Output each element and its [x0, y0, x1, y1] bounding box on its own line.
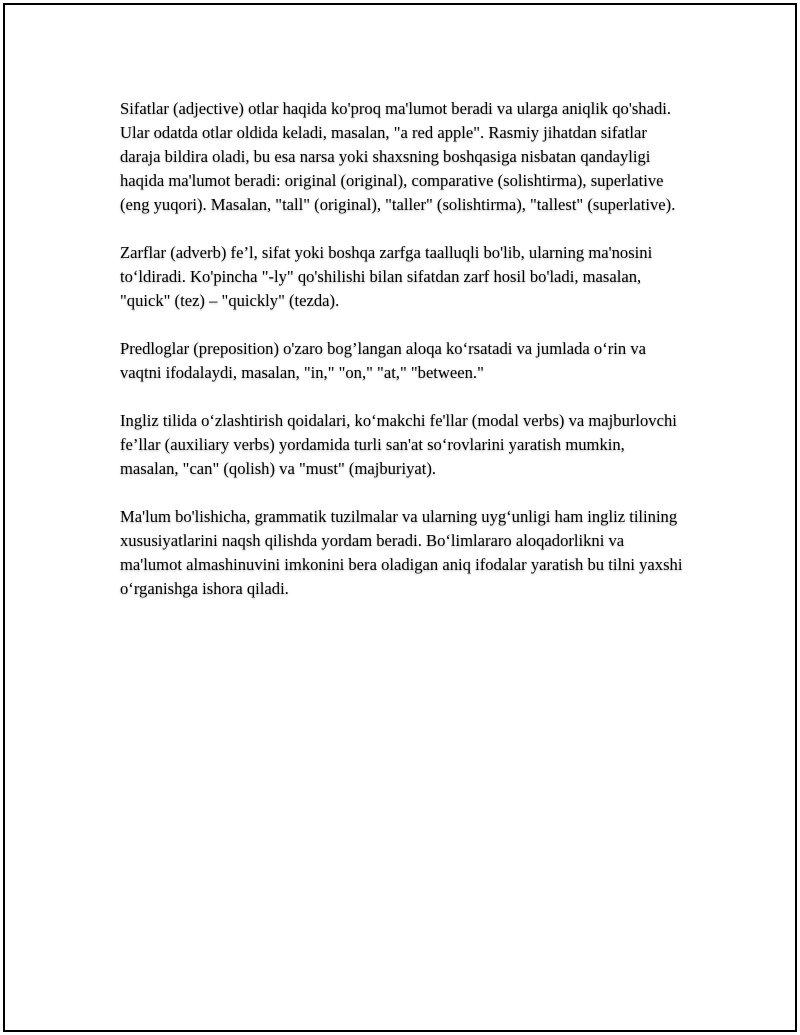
paragraph-adjectives: Sifatlar (adjective) otlar haqida ko'proq ma'lumot beradi va ularga aniqlik qo'shadi. Ular odatda otlar oldida keladi, masalan, "a red apple". Rasmiy jihatdan sifatlar daraja bildira oladi, bu esa narsa yoki shaxsning boshqasiga nisbatan qandayligi haqida ma'lumot beradi: original (original), comparative (solishtirma), superlative (eng yuqori). Masalan, "tall" (original), "taller" (solishtirma), "tallest" (superlative). [120, 99, 676, 214]
document-page [3, 3, 797, 1032]
paragraph-modal-verbs: Ingliz tilida o‘zlashtirish qoidalari, ko‘makchi fe'llar (modal verbs) va majburlovchi fe’llar (auxiliary verbs) yordamida turli san'at so‘rovlarini yaratish mumkin, masalan, "can" (qolish) va "must" (majburiyat). [120, 411, 677, 478]
paragraph-adverbs: Zarflar (adverb) fe’l, sifat yoki boshqa zarfga taalluqli bo'lib, ularning ma'nosini to‘ldiradi. Ko'pincha "-ly" qo'shilishi bilan sifatdan zarf hosil bo'ladi, masalan, "quick" (tez) – "quickly" (tezda). [120, 243, 653, 310]
document-body [120, 97, 685, 625]
paragraph-prepositions: Predloglar (preposition) o'zaro bog’langan aloqa ko‘rsatadi va jumlada o‘rin va vaqtni ifodalaydi, masalan, "in," "on," "at," "between." [120, 339, 646, 382]
paragraph-conclusion: Ma'lum bo'lishicha, grammatik tuzilmalar va ularning uyg‘unligi ham ingliz tilining xususiyatlarini naqsh qilishda yordam beradi. Bo‘limlararo aloqadorlikni va ma'lumot almashinuvini imkonini bera oladigan aniq ifodalar yaratish bu tilni yaxshi o‘rganishga ishora qiladi. [120, 507, 683, 598]
